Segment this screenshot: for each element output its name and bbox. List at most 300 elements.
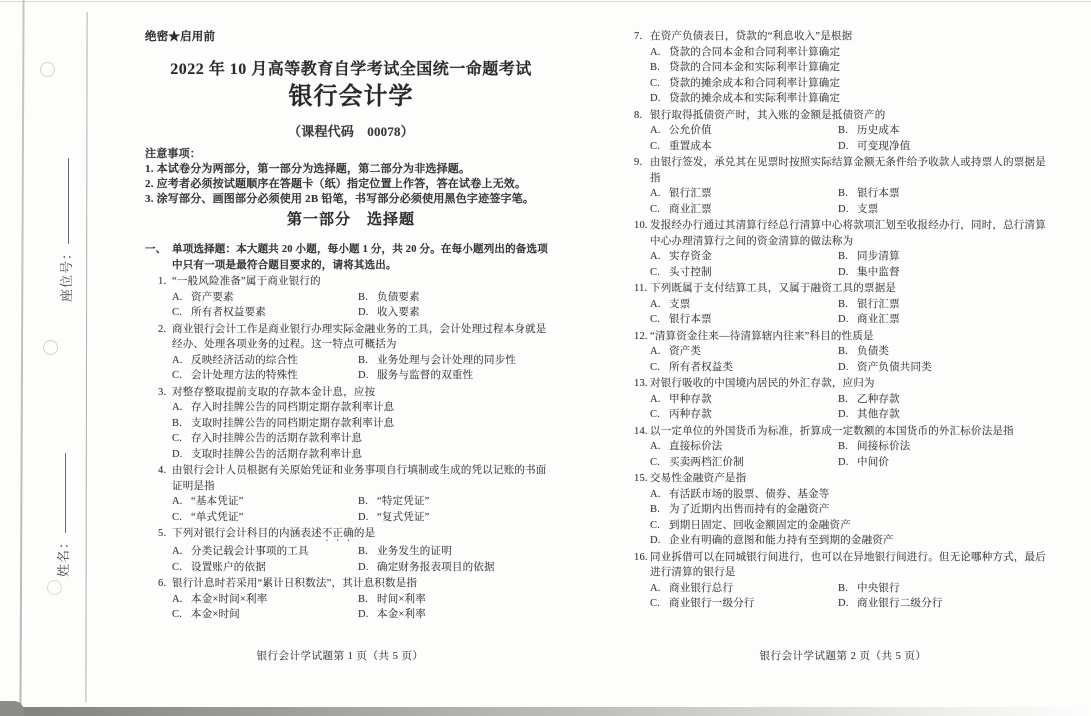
option-letter: B. xyxy=(358,593,369,605)
question-text-segment: 下列对银行会计科目的内涵表述 xyxy=(172,528,322,539)
question-stem xyxy=(634,424,1052,440)
option-D xyxy=(838,139,1052,155)
option-letter: B. xyxy=(838,582,849,594)
question-text-segment: 商业银行会计工作是商业银行办理实际金融业务的工具，会计处理过程本身就是经办、处理各项业务的过程。这一特点可概括为 xyxy=(172,323,547,350)
option-text: 贷款的摊余成本和合同利率计算确定 xyxy=(669,77,841,89)
top-scan-line xyxy=(0,1,1091,2)
option-C xyxy=(650,139,838,155)
name-label xyxy=(53,437,72,577)
option-text: 资产负债共同类 xyxy=(857,361,932,373)
option-letter: D. xyxy=(358,370,369,381)
option-B xyxy=(358,592,557,608)
option-text: 资产要素 xyxy=(191,291,234,303)
option-text: 确定财务报表项目的依据 xyxy=(377,561,495,573)
question xyxy=(634,218,1052,280)
question xyxy=(634,424,1052,471)
option-letter: B. xyxy=(650,62,661,73)
seal-line xyxy=(85,12,87,702)
name-blank-line xyxy=(65,453,66,533)
question xyxy=(634,281,1052,328)
course-code: （课程代码 00078） xyxy=(288,124,414,139)
option-D xyxy=(172,447,557,463)
question-options xyxy=(634,439,1052,470)
option-letter: A. xyxy=(650,393,661,405)
question-text xyxy=(650,329,1052,345)
option-letter: B. xyxy=(838,393,849,405)
option-letter: A. xyxy=(650,188,661,199)
option-letter: A. xyxy=(172,546,183,557)
note-item: 2. 应考者必须按试题顺序在答题卡（纸）指定位置上作答，答在试卷上无效。 xyxy=(145,177,527,190)
question-number: 12. xyxy=(634,330,648,342)
seat-number-label xyxy=(56,126,75,302)
option-B xyxy=(838,297,1052,313)
question-options xyxy=(145,494,557,525)
option-text: 时间×利率 xyxy=(377,593,426,605)
question-stem xyxy=(634,155,1052,186)
option-text: “复式凭证” xyxy=(377,511,430,523)
question-stem xyxy=(145,274,557,290)
question-text xyxy=(172,322,557,353)
page-2-footer: 银行会计学试题第 2 页（共 5 页） xyxy=(759,651,927,662)
option-letter: A. xyxy=(650,46,661,58)
option-text: 企业有明确的意图和能力持有至到期的金融资产 xyxy=(669,535,894,546)
option-letter: C. xyxy=(650,140,661,152)
question-text-segment: “一般风险准备”属于商业银行的 xyxy=(172,276,321,287)
question-stem xyxy=(634,550,1052,581)
question xyxy=(145,463,557,525)
option-text: 支取时挂牌公告的同档期定期存款利率计息 xyxy=(191,417,395,429)
question xyxy=(145,576,557,623)
question-number: 11. xyxy=(634,283,648,294)
question xyxy=(634,550,1052,612)
question-stem xyxy=(634,329,1052,345)
seat-number-blank-line xyxy=(68,158,69,244)
option-letter: C. xyxy=(172,561,183,573)
option-text: 可变现净值 xyxy=(857,140,911,152)
option-B xyxy=(838,123,1052,139)
option-text: 有活跃市场的股票、债券、基金等 xyxy=(669,488,830,500)
option-C xyxy=(650,596,838,612)
section-intro-number: 一、 xyxy=(145,244,167,255)
option-letter: D. xyxy=(650,93,661,104)
option-letter: A. xyxy=(650,298,661,310)
option-B xyxy=(838,581,1052,597)
option-B xyxy=(358,290,557,306)
note-item: 1. 本试卷分为两部分，第一部分为选择题，第二部分为非选择题。 xyxy=(145,162,471,175)
option-letter: D. xyxy=(838,266,849,278)
option-text: 集中监督 xyxy=(857,266,900,278)
question-text-segment: 同业拆借可以在同城银行间进行，也可以在异地银行间进行。但无论哪种方式，最后进行清算的银行是 xyxy=(650,551,1046,578)
option-letter: C. xyxy=(650,409,661,420)
option-B xyxy=(358,494,557,510)
option-text: 商业银行一级分行 xyxy=(669,598,755,609)
option-text: 会计处理方法的特殊性 xyxy=(191,370,298,381)
question-options xyxy=(145,592,557,623)
option-letter: D. xyxy=(838,203,849,215)
option-letter: B. xyxy=(838,298,849,310)
option-text: 银行本票 xyxy=(857,188,900,199)
question-options xyxy=(145,290,557,321)
bottom-scan-shadow xyxy=(0,707,1091,716)
question-number: 4. xyxy=(158,465,167,476)
option-letter: A. xyxy=(650,251,661,262)
question-text-segment: 由银行会计人员根据有关原始凭证和业务事项自行填制或生成的凭以记账的书面证明是指 xyxy=(172,465,547,492)
option-letter: D. xyxy=(358,561,369,573)
question-text xyxy=(650,155,1052,186)
option-text: 反映经济活动的综合性 xyxy=(191,354,298,366)
option-B xyxy=(838,344,1052,360)
question-number: 1. xyxy=(158,276,167,287)
option-A xyxy=(650,45,1052,61)
question-options xyxy=(634,344,1052,375)
option-text: 银行本票 xyxy=(669,314,712,325)
question xyxy=(634,155,1052,217)
option-A xyxy=(172,400,557,416)
paper-edge-line xyxy=(19,0,24,716)
option-text: 负债要素 xyxy=(377,291,420,303)
question xyxy=(634,329,1052,376)
option-text: 其他存款 xyxy=(857,409,900,420)
option-D xyxy=(838,312,1052,328)
question-stem xyxy=(145,463,557,494)
option-text: 所有者权益类 xyxy=(669,361,734,373)
option-C xyxy=(650,455,838,471)
question-text xyxy=(650,29,1052,45)
option-text: 重置成本 xyxy=(669,140,712,152)
option-C xyxy=(172,305,358,321)
option-text: 存入时挂牌公告的同档期定期存款利率计息 xyxy=(191,402,395,413)
question-number: 8. xyxy=(634,109,643,121)
option-D xyxy=(838,407,1052,423)
option-letter: C. xyxy=(650,77,661,89)
question-options xyxy=(145,400,557,462)
option-text: 负债类 xyxy=(857,346,890,357)
question-options xyxy=(634,487,1052,549)
option-B xyxy=(838,249,1052,265)
question-text xyxy=(650,281,1052,297)
option-C xyxy=(172,431,557,447)
option-A xyxy=(650,186,838,202)
question-number: 16. xyxy=(634,551,648,563)
option-letter: D. xyxy=(650,535,661,546)
subject-title: 银行会计学 xyxy=(288,84,414,110)
option-letter: A. xyxy=(172,291,183,303)
option-letter: C. xyxy=(650,203,661,215)
option-text: “基本凭证” xyxy=(191,496,244,507)
question-text-segment: 对银行吸收的中国境内居民的外汇存款，应归为 xyxy=(650,378,875,389)
option-text: 直接标价法 xyxy=(669,441,723,452)
option-C xyxy=(172,510,358,526)
option-C xyxy=(650,407,838,423)
option-D xyxy=(838,596,1052,612)
option-letter: D. xyxy=(838,314,849,325)
question-text xyxy=(172,463,557,494)
question-text-segment: “清算资金往来—待清算辖内往来”科目的性质是 xyxy=(650,330,874,342)
option-letter: D. xyxy=(838,140,849,152)
option-letter: C. xyxy=(650,598,661,609)
notes-heading: 注意事项： xyxy=(145,147,201,160)
question xyxy=(634,376,1052,423)
question-stem xyxy=(145,322,557,353)
option-B xyxy=(838,392,1052,408)
option-D xyxy=(358,305,557,321)
option-D xyxy=(838,360,1052,376)
option-C xyxy=(172,560,358,576)
option-text: 到期日固定、回收金额固定的金融资产 xyxy=(669,519,851,531)
option-letter: B. xyxy=(838,188,849,199)
option-C xyxy=(650,312,838,328)
question-options xyxy=(145,544,557,575)
question-text-segment: 下列既属于支付结算工具，又属于融资工具的票据是 xyxy=(650,283,897,294)
question-options xyxy=(634,186,1052,217)
option-D xyxy=(358,368,557,384)
option-text: 为了近期内出售而持有的金融资产 xyxy=(669,504,830,515)
option-letter: B. xyxy=(172,417,183,429)
part-one-heading: 第一部分 选择题 xyxy=(286,211,415,228)
option-text: 贷款的摊余成本和实际利率计算确定 xyxy=(669,93,841,104)
option-B xyxy=(358,544,557,560)
punch-hole xyxy=(47,580,62,595)
option-text: 公允价值 xyxy=(669,125,712,136)
option-A xyxy=(650,249,838,265)
option-letter: B. xyxy=(838,441,849,452)
option-letter: B. xyxy=(358,546,369,557)
question xyxy=(634,108,1052,155)
seat-number-text: 座位号： xyxy=(59,245,74,302)
option-A xyxy=(172,544,358,560)
option-text: 支票 xyxy=(669,298,691,310)
question-text xyxy=(650,108,1052,124)
option-letter: C. xyxy=(172,433,183,444)
option-letter: C. xyxy=(172,609,183,620)
option-A xyxy=(172,592,358,608)
exam-page-1 xyxy=(145,30,557,623)
option-D xyxy=(838,202,1052,218)
question-stem xyxy=(145,526,557,544)
option-letter: B. xyxy=(358,291,369,303)
option-letter: D. xyxy=(838,409,849,420)
section-intro xyxy=(145,242,557,273)
option-D xyxy=(650,91,1052,107)
option-A xyxy=(650,487,1052,503)
option-text: 商业汇票 xyxy=(669,203,712,215)
question-text xyxy=(650,376,1052,392)
question-text-segment: 在资产负债表日，贷款的“利息收入”是根据 xyxy=(650,31,853,42)
option-C xyxy=(172,607,358,623)
question xyxy=(145,322,557,384)
option-text: 中间价 xyxy=(857,456,890,468)
question-stem xyxy=(634,29,1052,45)
option-C xyxy=(650,518,1052,534)
option-letter: C. xyxy=(650,456,661,468)
section-intro-text: 单项选择题：本大题共 20 小题，每小题 1 分，共 20 分。在每小题列出的备选项中只有一项是最符合题目要求的，请将其选出。 xyxy=(172,244,548,271)
option-C xyxy=(172,368,358,384)
option-letter: A. xyxy=(172,593,183,605)
option-letter: A. xyxy=(172,496,183,507)
question-list-page-2 xyxy=(634,29,1052,612)
option-C xyxy=(650,360,838,376)
option-letter: D. xyxy=(838,361,849,373)
question xyxy=(634,29,1052,107)
option-text: 商业银行总行 xyxy=(669,582,734,594)
option-D xyxy=(650,533,1052,549)
option-D xyxy=(358,607,557,623)
question-text-segment: 交易性金融资产是指 xyxy=(650,473,747,484)
question-options xyxy=(145,353,557,384)
question-stem xyxy=(634,281,1052,297)
question-text xyxy=(172,385,557,401)
option-text: 分类记载会计事项的工具 xyxy=(191,546,309,557)
question-text xyxy=(172,526,557,544)
question xyxy=(145,385,557,463)
question-text xyxy=(650,424,1052,440)
option-text: 支票 xyxy=(857,203,879,215)
name-text: 姓名： xyxy=(56,534,71,577)
option-D xyxy=(838,455,1052,471)
question-list-page-1 xyxy=(145,274,557,623)
question-number: 7. xyxy=(634,31,643,42)
option-text: 丙种存款 xyxy=(669,409,712,420)
option-text: 资产类 xyxy=(669,346,702,357)
page-1-footer: 银行会计学试题第 1 页（共 5 页） xyxy=(256,651,424,662)
question-stem xyxy=(634,376,1052,392)
option-text: 买卖两档汇价制 xyxy=(669,456,744,468)
question-text xyxy=(172,274,557,290)
option-letter: A. xyxy=(172,402,183,413)
question-text-segment: 对整存整取提前支取的存款本金计息，应按 xyxy=(172,386,376,398)
question-number: 13. xyxy=(634,378,648,389)
question-stem xyxy=(145,576,557,592)
option-text: 设置账户的依据 xyxy=(191,561,266,573)
option-text: 服务与监督的双重性 xyxy=(377,370,474,381)
option-letter: A. xyxy=(650,488,661,500)
question-number: 10. xyxy=(634,220,648,231)
option-letter: D. xyxy=(358,609,369,620)
question-number: 9. xyxy=(634,157,643,168)
question-text-segment: 银行计息时若采用“累计日积数法”，其计息积数是指 xyxy=(172,578,418,589)
option-letter: B. xyxy=(358,354,369,366)
option-text: 银行汇票 xyxy=(669,188,712,199)
question xyxy=(145,526,557,575)
question-text-segment: 的是 xyxy=(353,528,376,539)
option-letter: A. xyxy=(650,125,661,136)
option-A xyxy=(650,297,838,313)
option-text: 本金×利率 xyxy=(377,609,426,620)
question-options xyxy=(634,249,1052,280)
option-A xyxy=(172,494,358,510)
option-letter: B. xyxy=(358,496,369,507)
question-stem xyxy=(145,385,557,401)
corner-scan-shadow xyxy=(0,701,24,716)
exam-page-2 xyxy=(634,28,1052,612)
option-A xyxy=(650,392,838,408)
option-A xyxy=(650,123,838,139)
option-text: 同步清算 xyxy=(857,251,900,262)
question-text-segment: 银行取得抵债资产时，其入账的金额是抵债资产的 xyxy=(650,109,886,121)
question-text-segment: 由银行签发，承兑其在见票时按照实际结算金额无条件给予收款人或持票人的票据是指 xyxy=(650,157,1046,184)
option-letter: D. xyxy=(838,598,849,609)
question-number: 6. xyxy=(158,578,167,589)
question-options xyxy=(634,123,1052,154)
option-C xyxy=(650,76,1052,92)
question-options xyxy=(634,45,1052,107)
option-letter: C. xyxy=(650,266,661,278)
option-text: 商业银行二级分行 xyxy=(857,598,943,609)
option-letter: C. xyxy=(172,307,183,318)
option-A xyxy=(650,344,838,360)
option-text: 甲种存款 xyxy=(669,393,712,405)
option-letter: C. xyxy=(172,370,183,381)
option-text: 业务处理与会计处理的同步性 xyxy=(377,354,517,366)
question-stem xyxy=(634,471,1052,487)
option-text: 实存资金 xyxy=(669,251,712,262)
option-letter: D. xyxy=(172,448,183,460)
option-A xyxy=(172,353,358,369)
option-B xyxy=(650,60,1052,76)
option-text: 贷款的合同本金和实际利率计算确定 xyxy=(669,62,841,73)
option-text: 存入时挂牌公告的活期存款利率计息 xyxy=(191,433,363,444)
question-text-segment: 发报经办行通过其清算行经总行清算中心将款项汇划至收报经办行，同时，总行清算中心办理清算行之间的资金清算的做法称为 xyxy=(650,220,1046,247)
exam-title: 2022 年 10 月高等教育自学考试全国统一命题考试 xyxy=(170,60,532,78)
option-text: “特定凭证” xyxy=(377,496,430,507)
option-text: 间接标价法 xyxy=(857,441,911,452)
option-letter: B. xyxy=(838,251,849,262)
option-text: 商业汇票 xyxy=(857,314,900,325)
option-letter: C. xyxy=(650,314,661,325)
option-A xyxy=(172,290,358,306)
question-number: 3. xyxy=(158,386,167,398)
option-letter: A. xyxy=(650,441,661,452)
option-text: 支取时挂牌公告的活期存款利率计息 xyxy=(191,448,363,460)
option-letter: A. xyxy=(650,582,661,594)
question-stem xyxy=(634,108,1052,124)
option-B xyxy=(358,353,557,369)
option-text: 头寸控制 xyxy=(669,266,712,278)
option-text: 所有者权益要素 xyxy=(191,307,266,318)
option-letter: B. xyxy=(838,346,849,357)
option-D xyxy=(358,510,557,526)
option-text: 业务发生的证明 xyxy=(377,546,452,557)
option-letter: B. xyxy=(838,125,849,136)
option-D xyxy=(358,560,557,576)
option-C xyxy=(650,265,838,281)
option-letter: C. xyxy=(650,519,661,531)
option-letter: D. xyxy=(838,456,849,468)
classification-banner: 绝密★启用前 xyxy=(145,31,216,43)
option-letter: D. xyxy=(358,511,369,523)
option-text: “单式凭证” xyxy=(191,511,244,523)
option-D xyxy=(838,265,1052,281)
question-text xyxy=(650,471,1052,487)
option-letter: B. xyxy=(650,504,661,515)
option-B xyxy=(172,416,557,432)
question-options xyxy=(634,581,1052,612)
option-B xyxy=(838,186,1052,202)
question-number: 5. xyxy=(158,528,167,539)
option-text: 银行汇票 xyxy=(857,298,900,310)
option-text: 本金×时间×利率 xyxy=(191,593,268,605)
option-C xyxy=(650,202,838,218)
option-A xyxy=(650,439,838,455)
option-letter: C. xyxy=(172,511,183,523)
option-text: 乙种存款 xyxy=(857,393,900,405)
question-options xyxy=(634,297,1052,328)
question-text-emphasized: 不正确 xyxy=(321,528,354,539)
option-text: 贷款的合同本金和合同利率计算确定 xyxy=(669,46,841,58)
question-stem xyxy=(634,218,1052,249)
note-item: 3. 涂写部分、画图部分必须使用 2B 铅笔，书写部分必须使用黑色字迹签字笔。 xyxy=(145,192,535,205)
question-number: 14. xyxy=(634,425,648,437)
